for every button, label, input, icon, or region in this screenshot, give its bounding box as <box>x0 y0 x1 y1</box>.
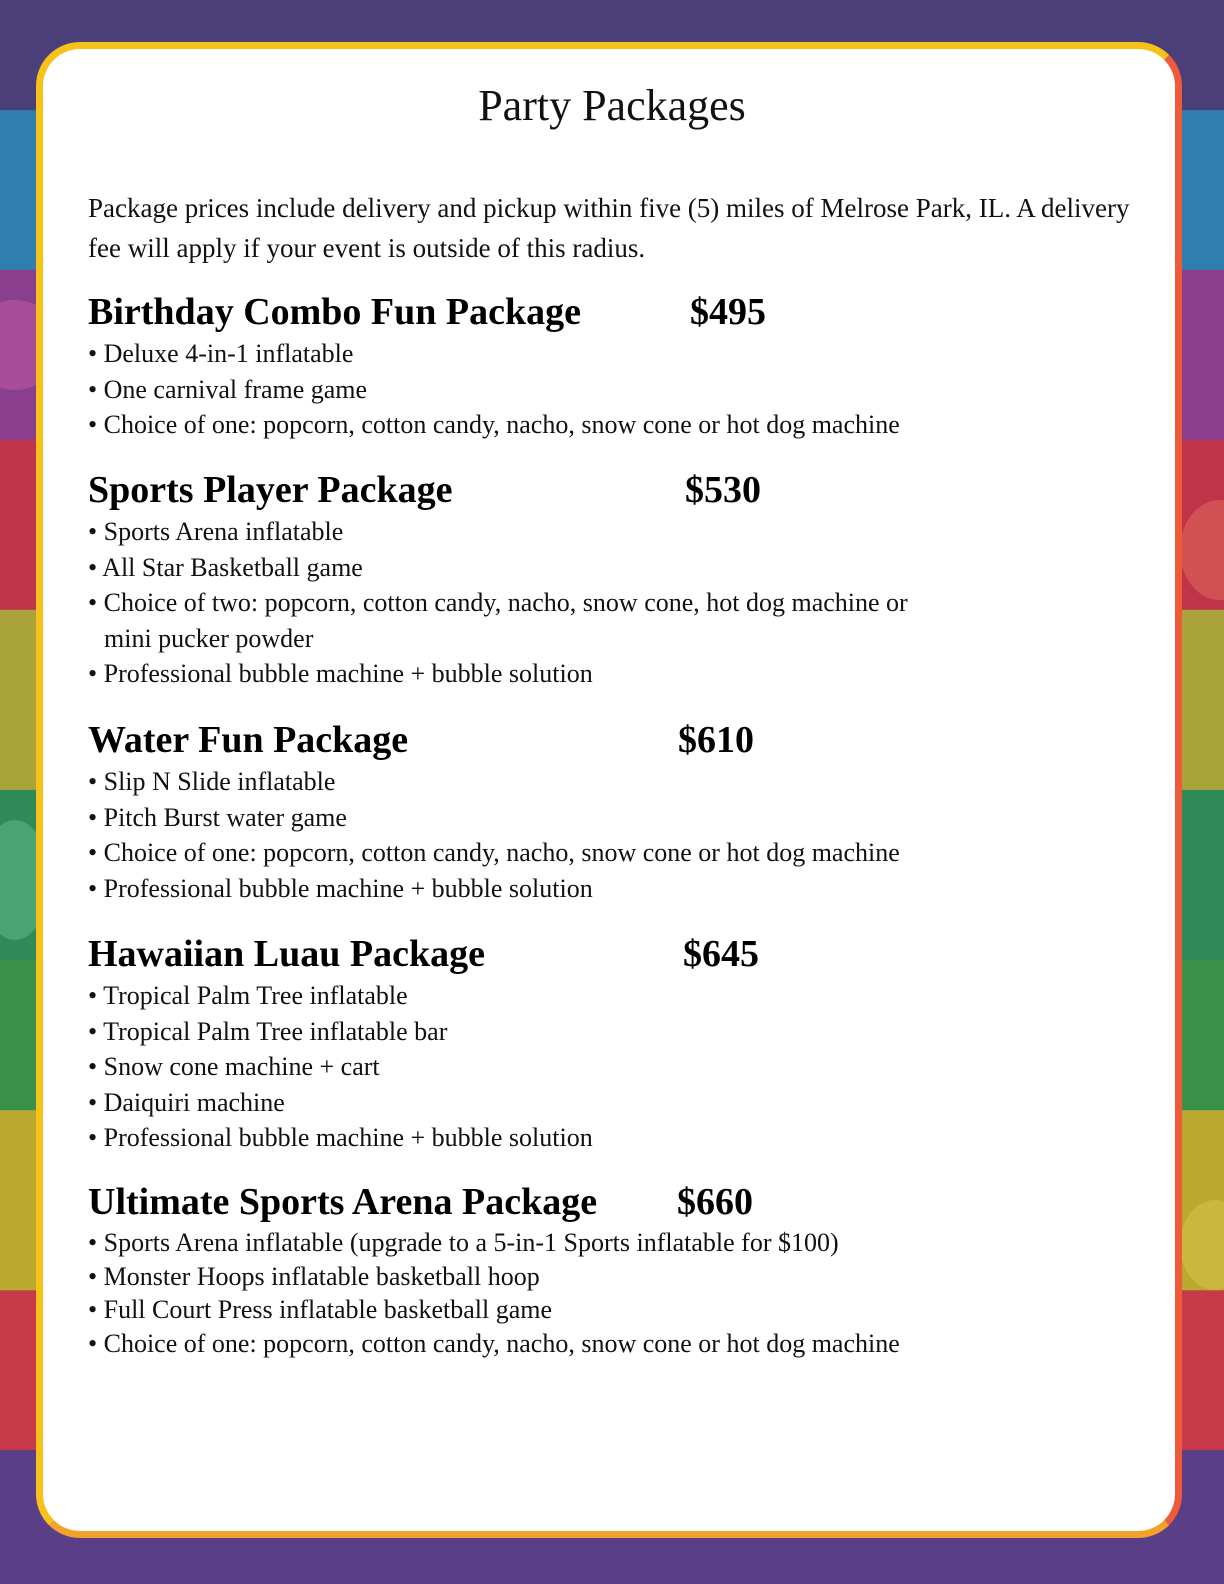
package-name: Sports Player Package <box>88 469 453 511</box>
list-item: • Choice of one: popcorn, cotton candy, nacho, snow cone or hot dog machine <box>88 407 1088 443</box>
package-price: $645 <box>683 933 759 975</box>
list-item: • Choice of one: popcorn, cotton candy, nacho, snow cone or hot dog machine <box>88 1327 1088 1361</box>
package-header <box>88 290 1088 336</box>
package-birthday-combo <box>88 290 1088 443</box>
package-name: Water Fun Package <box>88 719 409 761</box>
package-header <box>88 932 1088 978</box>
package-header <box>88 718 1088 764</box>
package-price: $495 <box>690 291 766 333</box>
list-item: • Daiquiri machine <box>88 1085 1088 1121</box>
package-name: Birthday Combo Fun Package <box>88 291 581 333</box>
package-item-list <box>88 336 1088 443</box>
package-item-list <box>88 1226 1088 1360</box>
background-swirl <box>1180 1200 1224 1290</box>
list-item: • Snow cone machine + cart <box>88 1049 1088 1085</box>
package-name: Hawaiian Luau Package <box>88 933 485 975</box>
list-item: • Tropical Palm Tree inflatable <box>88 978 1088 1014</box>
background-swirl <box>1180 500 1224 600</box>
list-item: • Sports Arena inflatable (upgrade to a 5-in-1 Sports inflatable for $100) <box>88 1226 1088 1260</box>
package-item-list <box>88 764 1088 906</box>
package-item-list <box>88 978 1088 1156</box>
package-sports-player <box>88 468 948 692</box>
list-item: • Sports Arena inflatable <box>88 514 948 550</box>
package-header <box>88 1180 1088 1226</box>
package-price: $660 <box>677 1181 753 1223</box>
list-item: • Choice of two: popcorn, cotton candy, nacho, snow cone, hot dog machine or mini pucker powder <box>88 585 948 656</box>
package-price: $610 <box>678 719 754 761</box>
package-header <box>88 468 948 514</box>
list-item: • Professional bubble machine + bubble solution <box>88 656 948 692</box>
list-item: • All Star Basketball game <box>88 550 948 586</box>
list-item: • Choice of one: popcorn, cotton candy, nacho, snow cone or hot dog machine <box>88 835 1088 871</box>
list-item: • Tropical Palm Tree inflatable bar <box>88 1014 1088 1050</box>
package-item-list <box>88 514 948 692</box>
package-hawaiian-luau <box>88 932 1088 1156</box>
page-title: Party Packages <box>478 81 746 130</box>
list-item: • Monster Hoops inflatable basketball hoop <box>88 1260 1088 1294</box>
list-item: • Pitch Burst water game <box>88 800 1088 836</box>
list-item: • One carnival frame game <box>88 372 1088 408</box>
package-name: Ultimate Sports Arena Package <box>88 1181 598 1223</box>
list-item: • Deluxe 4-in-1 inflatable <box>88 336 1088 372</box>
package-ultimate-sports-arena <box>88 1180 1088 1360</box>
list-item: • Professional bubble machine + bubble solution <box>88 1120 1088 1156</box>
package-price: $530 <box>685 469 761 511</box>
list-item: • Full Court Press inflatable basketball game <box>88 1293 1088 1327</box>
package-water-fun <box>88 718 1088 906</box>
list-item: • Professional bubble machine + bubble solution <box>88 871 1088 907</box>
list-item: • Slip N Slide inflatable <box>88 764 1088 800</box>
intro-text: Package prices include delivery and pickup within five (5) miles of Melrose Park, IL. A delivery fee will apply if your event is outside of this radius. <box>88 193 1130 263</box>
